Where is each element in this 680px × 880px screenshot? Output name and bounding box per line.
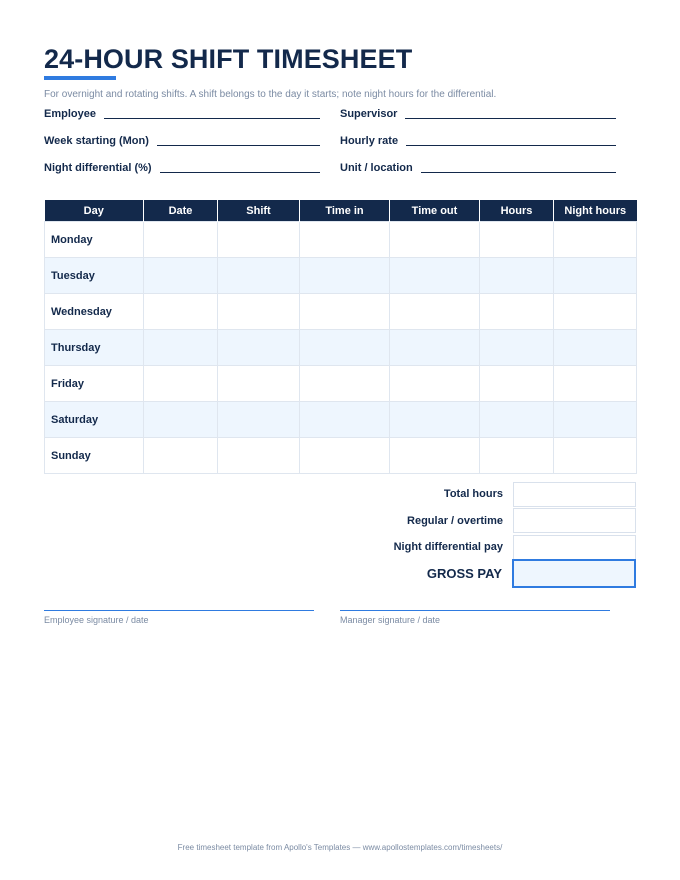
day-cell: Tuesday [45, 258, 144, 294]
column-header-shift: Shift [218, 200, 300, 222]
employee-input-line[interactable] [104, 118, 320, 119]
week-starting-field [44, 131, 320, 147]
date-cell[interactable] [144, 402, 218, 438]
shift-cell[interactable] [218, 402, 300, 438]
night-hours-cell[interactable] [554, 366, 637, 402]
table-row [45, 222, 637, 258]
table-row [45, 402, 637, 438]
column-header-time-out: Time out [390, 200, 480, 222]
total-hours-row [336, 481, 636, 508]
timesheet-table [44, 200, 637, 474]
hours-cell[interactable] [480, 222, 554, 258]
column-header-night-hours: Night hours [554, 200, 637, 222]
hours-cell[interactable] [480, 366, 554, 402]
day-cell: Wednesday [45, 294, 144, 330]
day-cell: Thursday [45, 330, 144, 366]
manager-signature-line[interactable] [340, 610, 610, 611]
column-header-hours: Hours [480, 200, 554, 222]
time-out-cell[interactable] [390, 366, 480, 402]
day-cell: Friday [45, 366, 144, 402]
page-footer: Free timesheet template from Apollo's Templates — www.apollostemplates.com/timesheets/ [177, 843, 503, 852]
time-in-cell[interactable] [300, 294, 390, 330]
gross-pay-label: GROSS PAY [426, 566, 502, 582]
night-hours-cell[interactable] [554, 258, 637, 294]
unit-location-field [340, 158, 616, 174]
table-row [45, 438, 637, 474]
night-hours-cell[interactable] [554, 330, 637, 366]
employee-label: Employee [44, 108, 96, 120]
night-differential-pay-row [336, 534, 636, 561]
table-row [45, 294, 637, 330]
time-in-cell[interactable] [300, 330, 390, 366]
title-underline [44, 76, 116, 80]
hours-cell[interactable] [480, 258, 554, 294]
night-differential-pay-label: Night differential pay [393, 541, 503, 554]
gross-pay-box[interactable] [512, 559, 636, 588]
day-cell: Monday [45, 222, 144, 258]
date-cell[interactable] [144, 366, 218, 402]
column-header-day: Day [45, 200, 144, 222]
time-out-cell[interactable] [390, 222, 480, 258]
day-cell: Saturday [45, 402, 144, 438]
night-differential-label: Night differential (%) [44, 162, 152, 174]
time-out-cell[interactable] [390, 330, 480, 366]
shift-cell[interactable] [218, 258, 300, 294]
hours-cell[interactable] [480, 402, 554, 438]
week-starting-input-line[interactable] [157, 145, 320, 146]
regular-overtime-label: Regular / overtime [407, 514, 503, 527]
night-differential-field [44, 158, 320, 174]
shift-cell[interactable] [218, 330, 300, 366]
shift-cell[interactable] [218, 294, 300, 330]
table-row [45, 366, 637, 402]
night-differential-pay-box[interactable] [513, 535, 636, 560]
time-in-cell[interactable] [300, 438, 390, 474]
hours-cell[interactable] [480, 294, 554, 330]
supervisor-input-line[interactable] [405, 118, 616, 119]
time-in-cell[interactable] [300, 402, 390, 438]
unit-location-input-line[interactable] [421, 172, 616, 173]
time-out-cell[interactable] [390, 438, 480, 474]
day-cell: Sunday [45, 438, 144, 474]
hourly-rate-field [340, 131, 616, 147]
employee-signature-label: Employee signature / date [44, 615, 149, 625]
table-row [45, 330, 637, 366]
supervisor-label: Supervisor [340, 108, 398, 120]
total-hours-label: Total hours [443, 488, 503, 501]
table-header-row [45, 200, 637, 222]
regular-overtime-box[interactable] [513, 508, 636, 533]
total-hours-box[interactable] [513, 482, 636, 507]
totals-section [336, 481, 636, 587]
page-subtitle: For overnight and rotating shifts. A shift belongs to the day it starts; note night hours for the differential. [44, 89, 497, 100]
night-hours-cell[interactable] [554, 402, 637, 438]
time-in-cell[interactable] [300, 222, 390, 258]
date-cell[interactable] [144, 222, 218, 258]
manager-signature-label: Manager signature / date [340, 615, 441, 625]
regular-overtime-row [336, 508, 636, 535]
shift-cell[interactable] [218, 366, 300, 402]
hourly-rate-label: Hourly rate [340, 135, 399, 147]
date-cell[interactable] [144, 438, 218, 474]
time-out-cell[interactable] [390, 258, 480, 294]
employee-field [44, 104, 320, 120]
date-cell[interactable] [144, 294, 218, 330]
night-hours-cell[interactable] [554, 294, 637, 330]
time-in-cell[interactable] [300, 258, 390, 294]
night-hours-cell[interactable] [554, 222, 637, 258]
hourly-rate-input-line[interactable] [406, 145, 616, 146]
unit-location-label: Unit / location [340, 162, 413, 174]
date-cell[interactable] [144, 330, 218, 366]
employee-signature [44, 610, 314, 625]
night-differential-input-line[interactable] [160, 172, 320, 173]
date-cell[interactable] [144, 258, 218, 294]
supervisor-field [340, 104, 616, 120]
night-hours-cell[interactable] [554, 438, 637, 474]
time-in-cell[interactable] [300, 366, 390, 402]
manager-signature [340, 610, 610, 625]
employee-signature-line[interactable] [44, 610, 314, 611]
column-header-date: Date [144, 200, 218, 222]
gross-pay-row [336, 561, 636, 588]
shift-cell[interactable] [218, 222, 300, 258]
time-out-cell[interactable] [390, 294, 480, 330]
hours-cell[interactable] [480, 330, 554, 366]
week-starting-label: Week starting (Mon) [44, 135, 149, 147]
hours-cell[interactable] [480, 438, 554, 474]
page-title: 24-HOUR SHIFT TIMESHEET [44, 44, 413, 74]
time-out-cell[interactable] [390, 402, 480, 438]
table-row [45, 258, 637, 294]
shift-cell[interactable] [218, 438, 300, 474]
column-header-time-in: Time in [300, 200, 390, 222]
